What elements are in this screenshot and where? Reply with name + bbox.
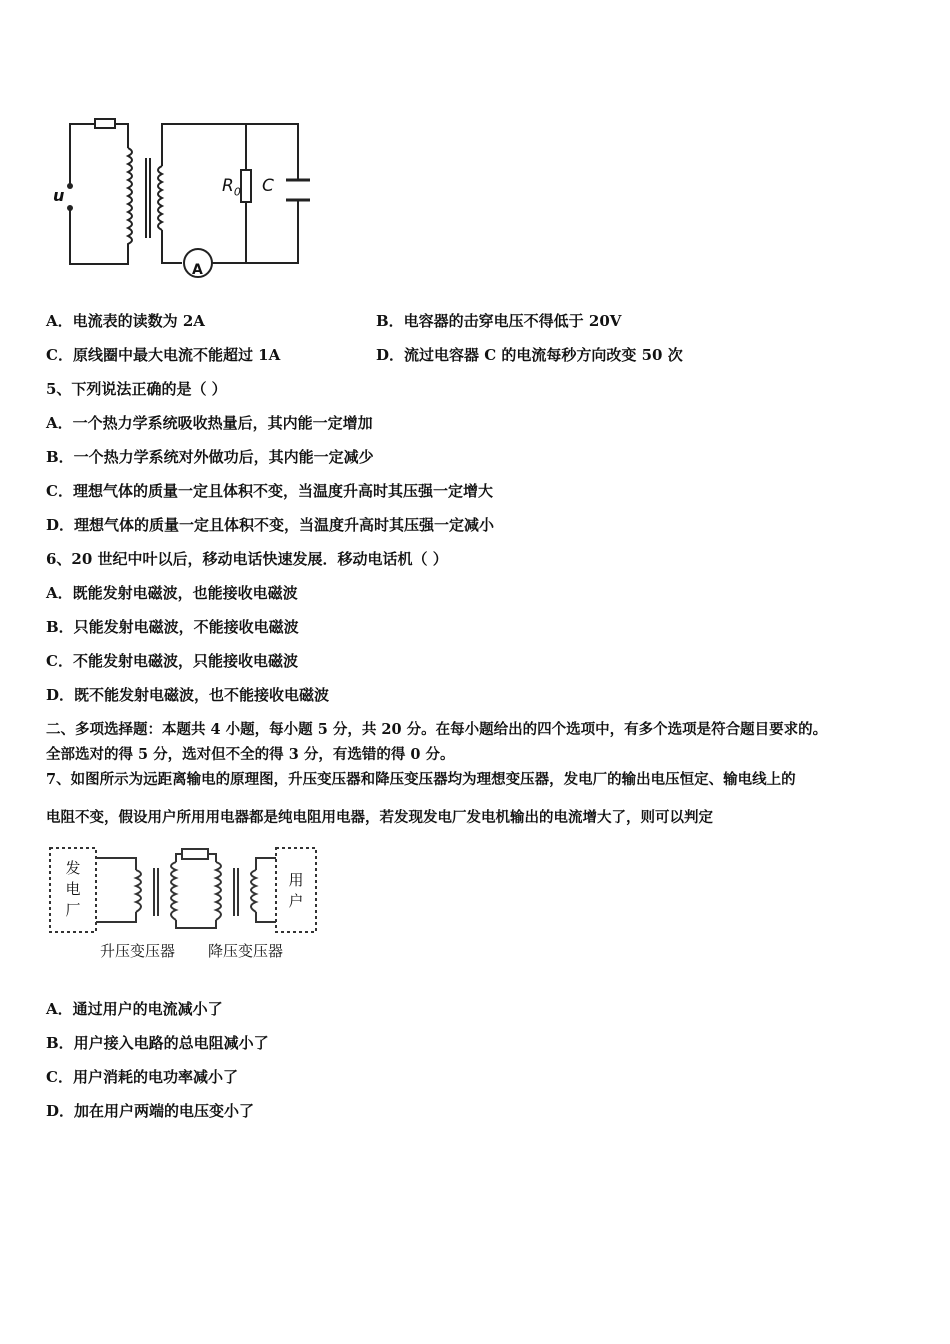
- q5-stem: 5、下列说法正确的是（ ）: [46, 380, 227, 398]
- q7-option-d: D．加在用户两端的电压变小了: [46, 1102, 255, 1120]
- secondary-coil: [158, 166, 162, 230]
- plant-label: 发 电 厂: [65, 859, 81, 919]
- q6-option-a: A．既能发射电磁波，也能接收电磁波: [46, 584, 298, 602]
- q5-option-d: D．理想气体的质量一定且体积不变，当温度升高时其压强一定减小: [46, 516, 495, 534]
- q4-option-b: B．电容器的击穿电压不得低于 20V: [376, 312, 622, 330]
- q6-option-c: C．不能发射电磁波，只能接收电磁波: [46, 652, 298, 670]
- q6-stem: 6、20 世纪中叶以后，移动电话快速发展．移动电话机（ ）: [46, 550, 448, 568]
- q6-option-b: B．只能发射电磁波，不能接收电磁波: [46, 618, 299, 636]
- step-up-primary-coil: [136, 870, 141, 912]
- label-ammeter: A: [192, 262, 203, 278]
- primary-wire-top: [70, 124, 95, 186]
- transmission-figure: [44, 840, 324, 965]
- circuit-figure: [50, 108, 320, 278]
- q7-stem-line2: 电阻不变，假设用户所用用电器都是纯电阻用电器，若发现发电厂发电机输出的电流增大了，则可以判定: [46, 809, 713, 826]
- step-down-secondary-coil: [251, 870, 256, 912]
- section2-line2: 全部选对的得 5 分，选对但不全的得 3 分，有选错的得 0 分。: [46, 746, 455, 763]
- terminal-top: [67, 183, 73, 189]
- q5-option-a: A．一个热力学系统吸收热量后，其内能一定增加: [46, 414, 373, 432]
- circuit-diagram: [50, 108, 320, 278]
- q7-stem-line1: 7、如图所示为远距离输电的原理图，升压变压器和降压变压器均为理想变压器，发电厂的输出电压恒定、输电线上的: [46, 771, 796, 788]
- primary-wire-bottom: [70, 208, 128, 264]
- q7-option-c: C．用户消耗的电功率减小了: [46, 1068, 238, 1086]
- step-down-label: 降压变压器: [208, 942, 284, 960]
- q4-option-c: C．原线圈中最大电流不能超过 1A: [46, 346, 281, 364]
- label-u: u: [53, 186, 65, 205]
- resistor-r0: [241, 170, 251, 202]
- q5-option-b: B．一个热力学系统对外做功后，其内能一定减少: [46, 448, 374, 466]
- terminal-bottom: [67, 205, 73, 211]
- fuse: [95, 119, 115, 128]
- q4-option-a: A．电流表的读数为 2A: [46, 312, 205, 330]
- user-label: 用 户: [288, 871, 304, 910]
- step-up-label: 升压变压器: [100, 942, 176, 960]
- label-r0: $R_0$: [222, 176, 241, 199]
- step-up-secondary-coil: [171, 862, 176, 920]
- q5-option-c: C．理想气体的质量一定且体积不变，当温度升高时其压强一定增大: [46, 482, 493, 500]
- line-resistor: [182, 849, 208, 859]
- primary-coil: [128, 148, 132, 248]
- q7-option-a: A．通过用户的电流减小了: [46, 1000, 223, 1018]
- secondary-wire-bottom: [212, 208, 298, 263]
- q4-option-d: D．流过电容器 C 的电流每秒方向改变 50 次: [376, 346, 683, 364]
- q7-option-b: B．用户接入电路的总电阻减小了: [46, 1034, 269, 1052]
- q6-option-d: D．既不能发射电磁波，也不能接收电磁波: [46, 686, 330, 704]
- step-down-primary-coil: [216, 862, 221, 920]
- section2-line1: 二、多项选择题：本题共 4 小题，每小题 5 分，共 20 分。在每小题给出的四个选项中，有多个选项是符合题目要求的。: [46, 721, 828, 738]
- primary-wire-right: [115, 124, 128, 148]
- secondary-wire-left: [162, 230, 182, 263]
- label-c: C: [262, 176, 274, 196]
- secondary-wire-top: [162, 124, 298, 170]
